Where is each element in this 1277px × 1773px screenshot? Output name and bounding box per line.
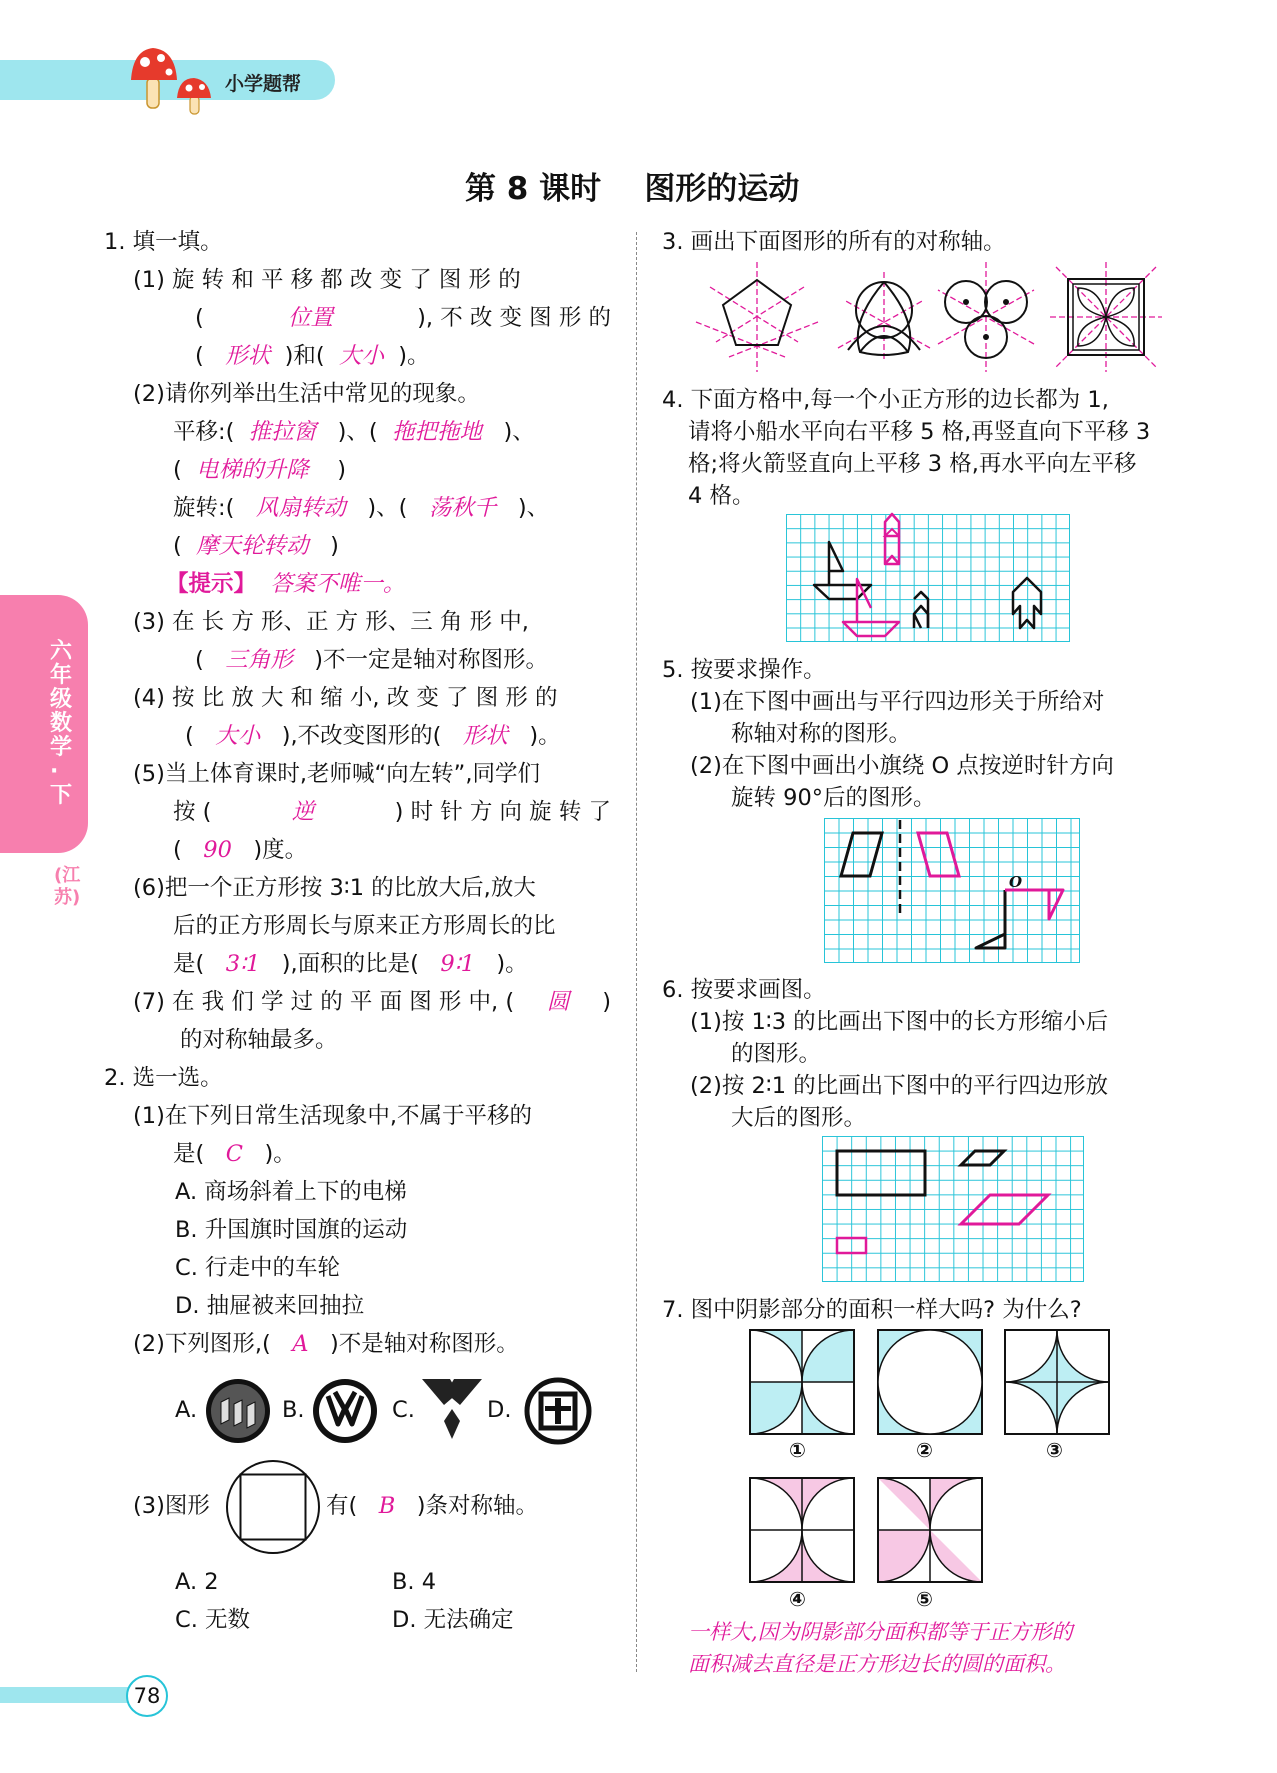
buick-logo-icon xyxy=(205,1378,271,1444)
q1-3-line2: ( 三角形 )不一定是轴对称图形。 xyxy=(195,647,549,673)
q2-1-line2: 是( C )。 xyxy=(173,1141,296,1167)
q7-answer-line1: 一样大,因为阴影部分面积都等于正方形的 xyxy=(688,1620,1073,1644)
q1-1-line3: ( 形状 )和( 大小 )。 xyxy=(195,343,430,369)
q1-2-hint: 【提示】 答案不唯一。 xyxy=(166,571,406,597)
answer: 9∶1 xyxy=(440,951,475,977)
volkswagen-logo-icon xyxy=(312,1378,378,1444)
q2-3-option-b: B. 4 xyxy=(392,1569,437,1595)
q7-label-3: ③ xyxy=(1046,1438,1063,1462)
side-tab-grade: 六年级数学·下 xyxy=(50,639,73,808)
q2-2-label-b: B. xyxy=(282,1397,305,1423)
answer: 位置 xyxy=(287,305,333,331)
q2-2-label-c: C. xyxy=(392,1397,415,1423)
q1-2-rotate-cont: ( 摩天轮转动 ) xyxy=(173,533,339,559)
q7-label-1: ① xyxy=(789,1438,806,1462)
q6-line2: 的图形。 xyxy=(731,1041,822,1067)
q5-line2: 称轴对称的图形。 xyxy=(731,721,912,747)
answer: B xyxy=(378,1493,396,1519)
q4-line2: 请将小船水平向右平移 5 格,再竖直向下平移 3 xyxy=(688,419,1151,445)
answer: 三角形 xyxy=(225,647,293,673)
q4-line3: 格;将火箭竖直向上平移 3 格,再水平向左平移 xyxy=(688,451,1137,477)
q1-5-line3: ( 90 )度。 xyxy=(173,837,308,863)
q3-figures xyxy=(700,262,1170,372)
answer: 90 xyxy=(203,837,232,863)
q7-label-4: ④ xyxy=(789,1587,806,1611)
q1-heading: 1. 填一填。 xyxy=(104,229,223,255)
q1-6-line1: (6)把一个正方形按 3∶1 的比放大后,放大 xyxy=(133,875,536,901)
q2-1-line1: (1)在下列日常生活现象中,不属于平移的 xyxy=(133,1103,533,1129)
q1-1-line1: (1) 旋 转 和 平 移 都 改 变 了 图 形 的 xyxy=(133,267,521,293)
q2-2-line1: (2)下列图形,( A )不是轴对称图形。 xyxy=(133,1331,519,1357)
mitsubishi-logo-icon xyxy=(420,1375,484,1441)
column-divider xyxy=(636,232,637,1672)
answer: 圆 xyxy=(546,989,570,1015)
q2-1-option-b: B. 升国旗时国旗的运动 xyxy=(175,1217,408,1243)
q6-line3: (2)按 2∶1 的比画出下图中的平行四边形放 xyxy=(690,1073,1109,1099)
answer: 拖把拖地 xyxy=(392,419,483,445)
q2-2-label-d: D. xyxy=(487,1397,512,1423)
answer: 3∶1 xyxy=(225,951,261,977)
q2-2-label-a: A. xyxy=(175,1397,198,1423)
q2-1-option-a: A. 商场斜着上下的电梯 xyxy=(175,1179,407,1205)
q5-drawings xyxy=(824,818,1080,963)
q6-line1: (1)按 1∶3 的比画出下图中的长方形缩小后 xyxy=(690,1009,1109,1035)
q1-2-translate: 平移:( 推拉窗 )、( 拖把拖地 )、 xyxy=(173,419,535,445)
q2-3-option-c: C. 无数 xyxy=(175,1607,251,1633)
q1-7-line2: 的对称轴最多。 xyxy=(180,1027,338,1053)
answer: 风扇转动 xyxy=(255,495,346,521)
q4-drawings xyxy=(786,514,1070,642)
q5-line4: 旋转 90°后的图形。 xyxy=(731,785,936,811)
icbc-logo-icon xyxy=(525,1378,591,1444)
q5-line1: (1)在下图中画出与平行四边形关于所给对 xyxy=(690,689,1105,715)
q1-2-translate-cont: ( 电梯的升降 ) xyxy=(173,457,346,483)
q1-4-line1: (4) 按 比 放 大 和 缩 小, 改 变 了 图 形 的 xyxy=(133,685,558,711)
q7-label-2: ② xyxy=(916,1438,933,1462)
answer: C xyxy=(225,1141,243,1167)
answer: 荡秋千 xyxy=(428,495,497,521)
side-tab xyxy=(0,595,88,853)
side-tab-region: (江苏) xyxy=(54,865,81,908)
q6-line4: 大后的图形。 xyxy=(731,1105,867,1131)
q1-1-line2: ( 位置 ), 不 改 变 图 形 的 xyxy=(195,300,611,337)
brand-name: 小学题帮 xyxy=(225,73,302,95)
q2-3-option-a: A. 2 xyxy=(175,1569,219,1595)
q2-3-line1b: 有( B )条对称轴。 xyxy=(326,1493,539,1519)
q7-heading: 7. 图中阴影部分的面积一样大吗? 为什么? xyxy=(662,1297,1082,1323)
q1-7-line1: (7) 在 我 们 学 过 的 平 面 图 形 中, ( 圆 ) xyxy=(133,984,611,1021)
q7-label-5: ⑤ xyxy=(916,1587,933,1611)
q2-3-option-d: D. 无法确定 xyxy=(392,1607,514,1633)
q2-3-line1: (3)图形 xyxy=(133,1493,210,1519)
q1-2-line1: (2)请你列举出生活中常见的现象。 xyxy=(133,381,480,407)
q3-heading: 3. 画出下面图形的所有的对称轴。 xyxy=(662,229,1006,255)
q1-4-line2: ( 大小 ),不改变图形的( 形状 )。 xyxy=(185,723,561,749)
point-o-label: O xyxy=(1009,873,1023,891)
circle-square-figure xyxy=(224,1458,322,1556)
answer: 摩天轮转动 xyxy=(196,533,309,559)
q2-1-option-d: D. 抽屉被来回抽拉 xyxy=(175,1293,365,1319)
q4-line4: 4 格。 xyxy=(688,483,755,509)
q1-2-rotate: 旋转:( 风扇转动 )、( 荡秋千 )、 xyxy=(173,495,550,521)
mushroom-logo xyxy=(125,40,220,115)
q1-6-line3: 是( 3∶1 ),面积的比是( 9∶1 )。 xyxy=(173,951,528,977)
answer: 逆 xyxy=(291,799,315,825)
q4-line1: 4. 下面方格中,每一个小正方形的边长都为 1, xyxy=(662,387,1109,413)
q5-heading: 5. 按要求操作。 xyxy=(662,657,826,683)
answer: A xyxy=(292,1331,309,1357)
q1-5-line1: (5)当上体育课时,老师喊“向左转”,同学们 xyxy=(133,761,540,787)
answer: 推拉窗 xyxy=(248,419,317,445)
answer: 大小 xyxy=(215,723,261,749)
q5-line3: (2)在下图中画出小旗绕 O 点按逆时针方向 xyxy=(690,753,1114,779)
q1-5-line2: 按 ( 逆 ) 时 针 方 向 旋 转 了 xyxy=(173,794,611,831)
answer: 形状 xyxy=(225,343,271,369)
page-number: 78 xyxy=(126,1675,168,1717)
q6-heading: 6. 按要求画图。 xyxy=(662,977,826,1003)
answer: 电梯的升降 xyxy=(196,457,309,483)
q1-3-line1: (3) 在 长 方 形、正 方 形、三 角 形 中, xyxy=(133,609,529,635)
q1-6-line2: 后的正方形周长与原来正方形周长的比 xyxy=(173,913,556,939)
answer: 大小 xyxy=(338,343,384,369)
page-title: 第 8 课时 图形的运动 xyxy=(465,171,800,207)
answer: 形状 xyxy=(462,723,508,749)
q7-answer-line2: 面积减去直径是正方形边长的圆的面积。 xyxy=(688,1652,1066,1676)
q2-1-option-c: C. 行走中的车轮 xyxy=(175,1255,341,1281)
q6-drawings xyxy=(822,1136,1084,1282)
q2-heading: 2. 选一选。 xyxy=(104,1065,223,1091)
